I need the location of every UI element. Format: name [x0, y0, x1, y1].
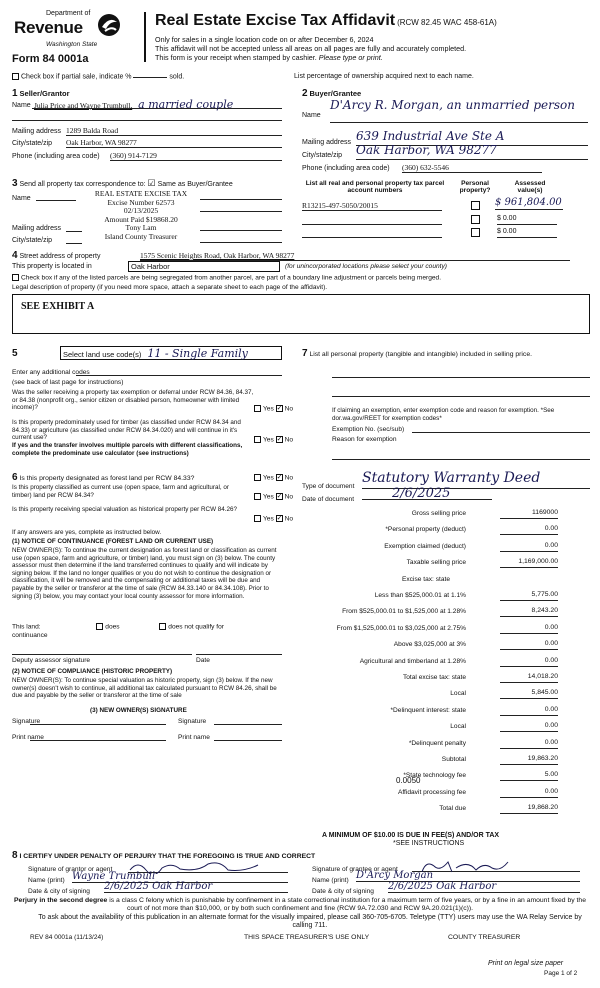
seller-name-line2[interactable] [12, 111, 282, 121]
sec5-number: 5 [12, 348, 18, 359]
grantor-date-label: Date & city of signing [28, 888, 90, 895]
buyer-heading: 2 Buyer/Grantee [302, 88, 362, 99]
tax-row-label: Subtotal [441, 756, 466, 763]
forest-no-checkbox[interactable]: ✓ [276, 474, 283, 481]
grantor-name-label: Name (print) [28, 877, 65, 884]
tax-row-value[interactable]: 0.00 [500, 706, 558, 716]
header-line3: This form is your receipt when stamped by cashier. [155, 53, 317, 62]
buyer-mailing-label: Mailing address [302, 139, 352, 146]
tax-row-value[interactable]: 0.00 [500, 624, 558, 634]
sec3-name-label: Name [12, 195, 31, 202]
treasurer-space: THIS SPACE TREASURER'S USE ONLY [244, 934, 370, 941]
grantor-date-field[interactable]: 2/6/2025 Oak Harbor [104, 881, 288, 893]
grantor-name-field[interactable]: Wayne Trumbull [72, 871, 288, 883]
perjury-notice: Perjury in the second degree is a class C felony which is punishable by confinement in a state correctional institution for a maximum term of five years, or by a fine in an amount fixed by the court of not more than $10,000, or by both such confinement and fine (RCW 9A.72.030 and RCW 9A.20.021(1)(c)). [14, 897, 586, 912]
current-use-yes-checkbox[interactable] [254, 493, 261, 500]
sec6-q1: 6 Is this property designated as forest land per RCW 84.33? [12, 472, 195, 483]
type-document-label: Type of document [302, 483, 355, 490]
seller-heading: 1 Seller/Grantor [12, 88, 70, 99]
tax-row-value[interactable]: 0.00 [500, 657, 558, 667]
notice-compliance-title: (2) NOTICE OF COMPLIANCE (HISTORIC PROPERTY) [12, 668, 173, 675]
tax-row-value[interactable]: 19,868.20 [500, 804, 558, 814]
this-land-row: This land: does does not qualify for [12, 623, 224, 631]
located-label: This property is located in [12, 263, 92, 270]
seller-phone-label: Phone (including area code) [12, 153, 100, 160]
seller-mailing-field[interactable]: 1289 Balda Road [66, 126, 282, 136]
tax-row-value[interactable]: 0.00 [500, 788, 558, 798]
timber-question: Is this property predominately used for timber (as classified under RCW 84.34 and 84.33) or agriculture (as classified under RCW 84.34.020) and will continue in it's current use? [12, 419, 241, 442]
tax-row-label: *Personal property (deduct) [385, 526, 466, 534]
personal-property-field-2[interactable] [332, 396, 590, 397]
sec4-address-row: 4 Street address of property [12, 250, 101, 261]
tax-row-label: Exemption claimed (deduct) [384, 542, 466, 550]
unincorporated-note: (for unincorporated locations please select your county) [285, 263, 448, 270]
notice-continuance-title: (1) NOTICE OF CONTINUANCE (FOREST LAND OR CURRENT USE) [12, 538, 214, 545]
personal-property-checkbox[interactable] [471, 228, 482, 237]
sec3-name-field[interactable] [36, 199, 76, 201]
grantee-name-field[interactable]: D'Arcy Morgan [356, 870, 580, 882]
tax-row-value[interactable]: 0.00 [500, 640, 558, 650]
partial-sale-row [12, 73, 184, 80]
tax-row-label: *State technology fee [403, 772, 466, 780]
does-checkbox[interactable] [96, 623, 103, 630]
seller-city-label: City/state/zip [12, 140, 53, 147]
sec6-q3-yes-no: Yes ✓ No [254, 515, 293, 522]
owner-signature-label-2: Signature [178, 718, 207, 725]
location-select[interactable]: Oak Harbor [128, 261, 280, 272]
header-line1: Only for sales in a single location code on or after December 6, 2024 [155, 35, 374, 44]
header-line2: This affidavit will not be accepted unless all areas on all pages are fully and accurately completed. [155, 44, 467, 53]
exemption-instructions: If claiming an exemption, enter exemption code and reason for exemption. *See dor.wa.gov/REET for exemption codes* [332, 407, 555, 422]
sec6-q2: Is this property classified as current use (open space, farm and agricultural, or timber) land per RCW 84.34? [12, 484, 229, 499]
tax-row-value[interactable]: 5,775.00 [500, 591, 558, 601]
tax-row-value[interactable]: 8,243.20 [500, 607, 558, 617]
forest-yes-checkbox[interactable] [254, 474, 261, 481]
new-owner-signature-title: (3) NEW OWNER(S) SIGNATURE [90, 707, 187, 714]
state-label: Washington State [46, 41, 98, 48]
tax-row-label: From $1,525,000.01 to $3,025,000 at 2.75% [336, 624, 466, 632]
tax-row-label: *Delinquent penalty [408, 739, 466, 747]
notice-continuance-text: NEW OWNER(S): To continue the current designation as forest land or classification as current use (open space, farm and agriculture, or timber) land, you must sign on (3) below. The county assessor must then determine if the land transferred continues to qualify and will indicate by signing below. If the land no longer qualifies or you do not wish to continue the designation or classification, it will be removed and the compensating or additional taxes will be due and payable by the seller or transferor at the time of sale (RCW 84.33.140 or 84.34.108). Prior to signing (3) below, you may contact your local county assessor for more information. [12, 547, 277, 600]
sec3-heading: 3 Send all property tax correspondence to: ☑ Same as Buyer/Grantee [12, 177, 233, 189]
sec3-mailing-field[interactable] [66, 230, 82, 232]
legal-exhibit: SEE EXHIBIT A [21, 301, 95, 312]
segregated-row: Check box if any of the listed parcels are being segregated from another parcel, are part of a boundary line adjustment or parcels being merged. [12, 274, 441, 281]
tax-row-value[interactable]: 0.00 [500, 525, 558, 535]
page-number: Page 1 of 2 [544, 970, 578, 977]
excise-stamp [86, 190, 196, 242]
partial-sale-label: Check box if partial sale, indicate % [21, 73, 132, 81]
stamp-line: REAL ESTATE EXCISE TAX [94, 189, 188, 198]
sec3-city-field[interactable] [66, 242, 82, 244]
owner-signature-line-1[interactable] [30, 724, 166, 725]
personal-property-field[interactable] [332, 377, 590, 378]
segregated-checkbox[interactable] [12, 274, 19, 281]
stamp-line: Amount Paid $19868.20 [104, 214, 178, 224]
tax-row-value[interactable]: 5,845.00 [500, 689, 558, 699]
land-use-select[interactable]: Select land use code(s) 11 - Single Family [60, 346, 282, 360]
timber-question-note: If yes and the transfer involves multiple parcels with different classifications, complete the predominate use calculator (see instructions) [12, 442, 243, 457]
owner-signature-line-2[interactable] [214, 724, 282, 725]
parcel-header: List all real and personal property tax parcel account numbers [305, 180, 445, 194]
if-any-yes: If any answers are yes, complete as instructed below. [12, 529, 162, 536]
form-number: Form 84 0001a [12, 53, 89, 65]
buyer-phone-label: Phone (including area code) [302, 165, 390, 172]
parcel-number[interactable]: R13215-497-5050/20015 [302, 201, 442, 211]
grantee-date-field[interactable]: 2/6/2025 Oak Harbor [388, 881, 580, 893]
exemption-no-field[interactable] [412, 432, 590, 433]
tax-row-label: Local [450, 690, 466, 698]
form-title-row [155, 12, 497, 30]
personal-property-header: Personal property? [459, 180, 491, 194]
exemption-question: Was the seller receiving a property tax exemption or deferral under RCW 84.36, 84.37, or 84.38 (nonprofit org., senior citizen or disabled person, homeowner with limited income)? [12, 389, 254, 412]
q2-yes-no: Yes ✓ No [254, 436, 293, 443]
assessed-value-header: Assessed value(s) [514, 180, 546, 194]
grantor-signature-label: Signature of grantor or agent [28, 866, 113, 873]
tax-row-label: Total due [439, 805, 466, 813]
owner-print-label-1: Print name [12, 734, 44, 741]
sec6-q1-yes-no: Yes ✓ No [254, 474, 293, 481]
q1-yes-checkbox[interactable] [254, 405, 261, 412]
revenue-label: Revenue [14, 18, 83, 37]
sec7-label: 7 List all personal property (tangible and intangible) included in selling price. [302, 348, 532, 359]
continuance-label: continuance [12, 632, 48, 639]
tax-row-label: Taxable selling price [406, 559, 466, 567]
personal-property-checkbox[interactable] [471, 201, 482, 210]
revenue-logo [10, 8, 135, 66]
property-address-field[interactable]: 1575 Scenic Heights Road, Oak Harbor, WA 98277 [140, 251, 570, 261]
grantee-signature-label: Signature of grantee or agent [312, 866, 398, 873]
exemption-no-label: Exemption No. (sec/sub) [332, 426, 405, 433]
tax-row-label: Above $3,025,000 at 3% [393, 641, 466, 649]
parcel-number[interactable] [302, 215, 442, 225]
assessed-value[interactable]: $ 0.00 [497, 228, 557, 238]
form-title: Real Estate Excise Tax Affidavit [155, 12, 396, 29]
tax-row-label: *Delinquent interest: state [390, 706, 466, 714]
date-document-label: Date of document [302, 496, 355, 503]
assessed-value[interactable]: $ 0.00 [497, 215, 557, 225]
tax-row-value[interactable]: 0.00 [500, 542, 558, 552]
legal-paper-note: Print on legal size paper [488, 960, 564, 967]
legal-description-box[interactable] [12, 294, 590, 334]
tax-row-label: From $525,000.01 to $1,525,000 at 1.28% [342, 608, 466, 616]
date-document-field[interactable]: 2/6/2025 [362, 486, 492, 500]
minimum-due-note: A MINIMUM OF $10.00 IS DUE IN FEE(S) AND/OR TAX [322, 832, 500, 839]
grantee-name-label: Name (print) [312, 877, 349, 884]
sec6-q3: Is this property receiving special valuation as historical property per RCW 84.26? [12, 506, 238, 513]
seller-mailing-label: Mailing address [12, 128, 62, 135]
owner-print-line-1[interactable] [30, 740, 166, 741]
q2-yes-checkbox[interactable] [254, 436, 261, 443]
buyer-mailing-field[interactable]: 639 Industrial Ave Ste A [356, 129, 588, 146]
additional-codes-field[interactable] [76, 375, 282, 376]
assessed-value[interactable]: $ 961,804.00 [495, 197, 562, 208]
buyer-city-field[interactable]: Oak Harbor, WA 98277 [356, 143, 588, 160]
form-rcw: (RCW 82.45 WAC 458-61A) [397, 18, 497, 27]
tax-row-value[interactable]: 19,863.20 [500, 755, 558, 765]
tax-row-value[interactable]: 14,018.20 [500, 673, 558, 683]
historic-yes-checkbox[interactable] [254, 515, 261, 522]
tax-row-label: Agricultural and timberland at 1.28% [359, 657, 466, 665]
sec3-mailing-label: Mailing address [12, 225, 62, 232]
owner-signature-label-1: Signature [12, 718, 41, 725]
tax-row-label: Affidavit processing fee [397, 788, 466, 796]
buyer-city-label: City/state/zip [302, 152, 343, 159]
historic-no-checkbox[interactable]: ✓ [276, 515, 283, 522]
tax-row-value[interactable]: 0.00 [500, 722, 558, 732]
notice-compliance-text: NEW OWNER(S): To continue special valuation as historic property, sign (3) below. If the new owner(s) doesn't wish to continue, all additional tax calculated pursuant to RCW 84.26, shall be due and payable by the seller or transferor at the time of sale [12, 677, 277, 700]
sec6-q2-yes-no: Yes ✓ No [254, 493, 293, 500]
tax-row-label: Less than $525,000.01 at 1.1% [374, 592, 466, 599]
tax-row-label: Gross selling price [411, 510, 466, 517]
deputy-date-line[interactable] [196, 654, 282, 655]
sec8-certify-row: 8 I CERTIFY UNDER PENALTY OF PERJURY THAT THE FOREGOING IS TRUE AND CORRECT [12, 850, 316, 861]
buyer-name-field[interactable]: D'Arcy R. Morgan, an unmarried person [330, 100, 588, 123]
stamp-line: Tony Lam [125, 223, 157, 233]
buyer-phone-field[interactable]: (360) 632-5546 [402, 163, 542, 173]
header-divider [144, 12, 146, 62]
tax-row-label: Excise tax: state [401, 575, 450, 583]
same-as-buyer-checkbox[interactable]: ☑ [147, 177, 156, 188]
grantee-date-label: Date & city of signing [312, 888, 374, 895]
tax-row-label: Total excise tax: state [402, 674, 466, 681]
legal-description-label: Legal description of property (if you need more space, attach a separate sheet to each page of the affidavit). [12, 284, 328, 291]
exemption-reason-field[interactable] [332, 459, 590, 460]
header-line3-row [155, 53, 383, 62]
q1-no-checkbox[interactable]: ✓ [276, 405, 283, 412]
additional-codes-label: Enter any additional codes [12, 369, 90, 376]
alternate-format-notice: To ask about the availability of this publication in an alternate format for the visually impaired, please call 360-705-6705. Teletype (TTY) users may use the WA Relay Service by calling 711. [38, 914, 582, 930]
current-use-no-checkbox[interactable]: ✓ [276, 493, 283, 500]
parcel-number[interactable] [302, 228, 442, 238]
seller-name-label: Name [12, 102, 31, 109]
rev-number: REV 84 0001a (11/13/24) [30, 934, 104, 941]
see-instructions-note: *SEE INSTRUCTIONS [393, 840, 465, 847]
does-not-checkbox[interactable] [159, 623, 166, 630]
dept-label: Department of [46, 10, 91, 17]
owner-print-line-2[interactable] [214, 740, 282, 741]
tax-row-value[interactable]: 0.00 [500, 739, 558, 749]
deputy-signature-label: Deputy assessor signature [12, 657, 91, 664]
list-percentage-note: List percentage of ownership acquired next to each name. [294, 73, 474, 80]
seller-name-field[interactable]: Julia Price and Wayne Trumbull, a married couple [32, 98, 282, 109]
stamp-line: Excise Number 62573 [107, 197, 175, 207]
seller-phone-field[interactable]: (360) 914-7129 [110, 151, 282, 161]
header-line3b: Please type or print. [318, 53, 383, 62]
personal-property-checkbox[interactable] [471, 215, 482, 224]
tax-row-value[interactable]: 5.00 [500, 771, 558, 781]
partial-sold-label: sold. [169, 73, 185, 81]
see-last-page: (see back of last page for instructions) [12, 379, 124, 386]
seller-city-field[interactable]: Oak Harbor, WA 98277 [66, 138, 282, 148]
q1-yes-no: Yes ✓ No [254, 405, 293, 412]
buyer-name-label: Name [302, 112, 321, 119]
revenue-swirl-icon [96, 12, 122, 38]
exemption-reason-label: Reason for exemption [332, 436, 397, 443]
county-treasurer: COUNTY TREASURER [448, 934, 521, 941]
stamp-line: Island County Treasurer [104, 231, 178, 241]
q2-no-checkbox[interactable]: ✓ [276, 436, 283, 443]
local-rate: 0.0050 [396, 776, 421, 785]
type-document-field[interactable]: Statutory Warranty Deed [362, 470, 590, 489]
partial-sale-checkbox[interactable] [12, 73, 19, 80]
tax-row-value[interactable]: 1,169,000.00 [500, 558, 558, 568]
owner-print-label-2: Print name [178, 734, 210, 741]
deputy-date-label: Date [196, 657, 210, 664]
deputy-signature-line[interactable] [12, 654, 192, 655]
stamp-line: 02/13/2025 [123, 206, 159, 216]
tax-row-value[interactable]: 1169000 [500, 509, 558, 519]
sec3-city-label: City/state/zip [12, 237, 53, 244]
tax-row-label: Local [450, 723, 466, 731]
